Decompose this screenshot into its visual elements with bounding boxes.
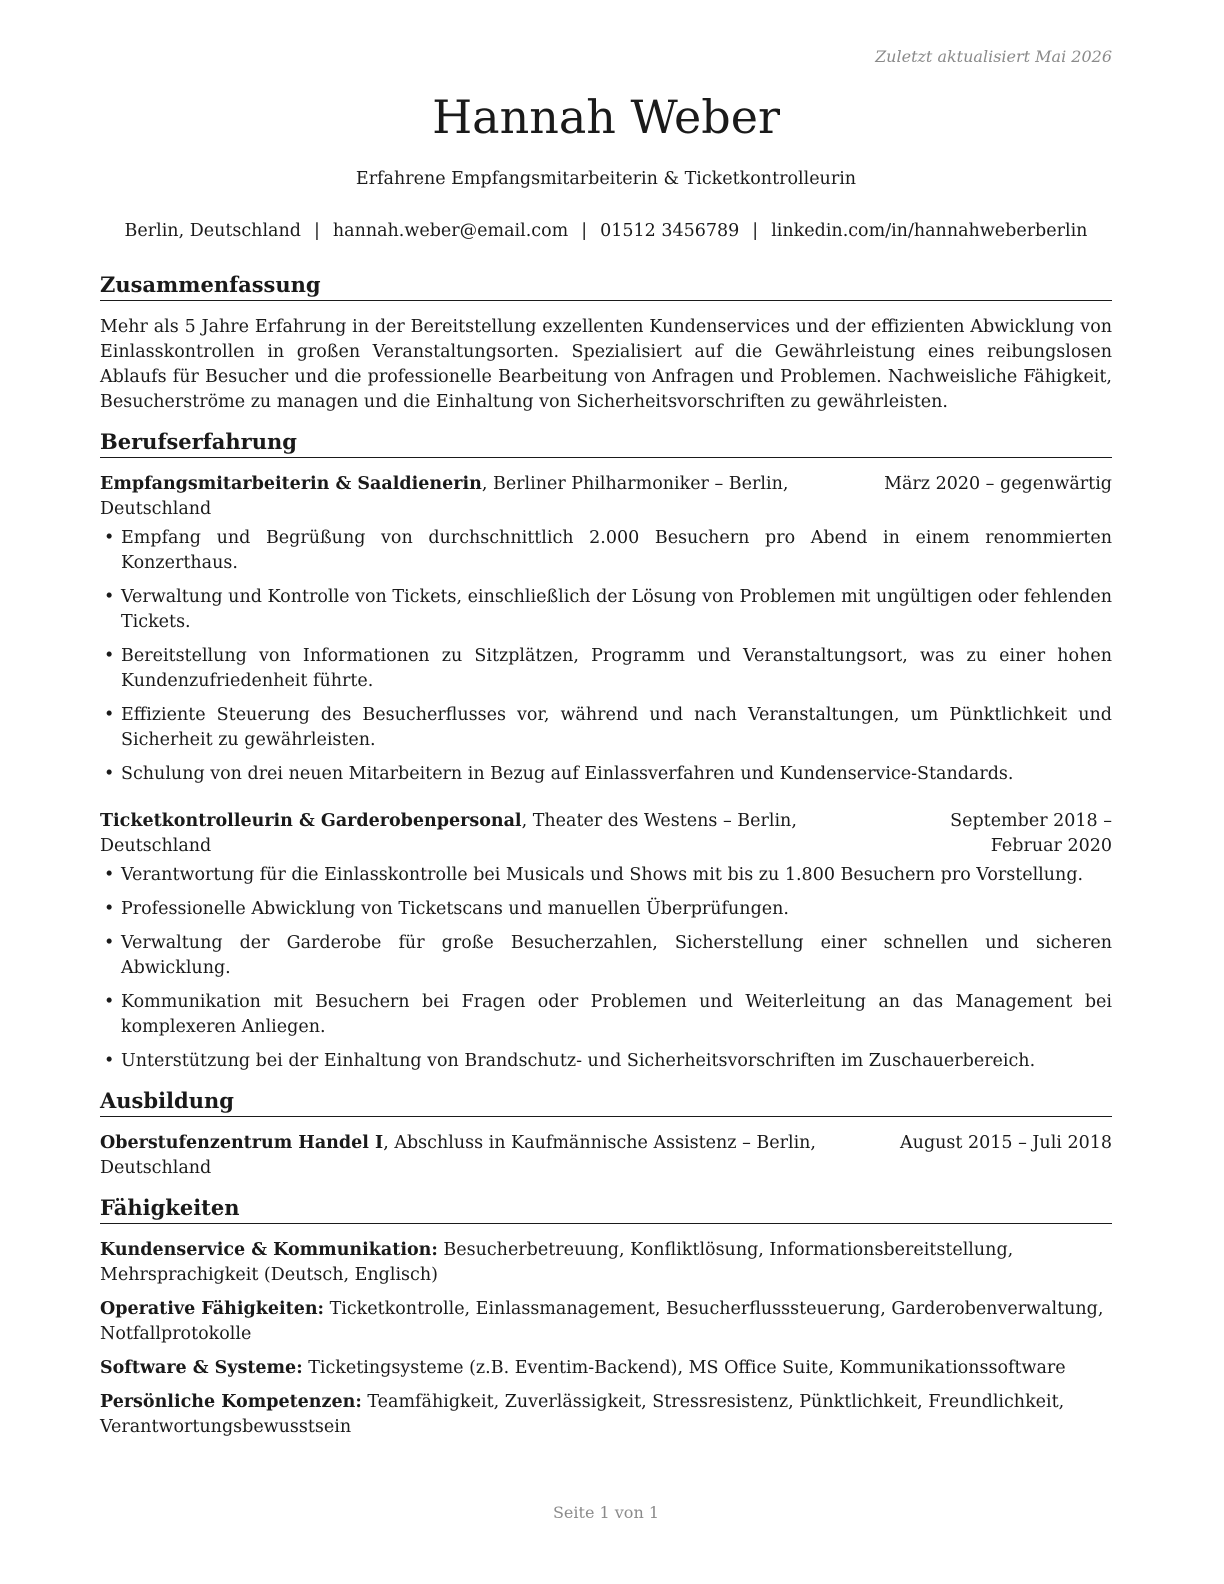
bullet-icon: • <box>104 528 115 548</box>
skill-text: Teamfähigkeit, Zuverlässigkeit, Stressresistenz, Pünktlichkeit, Freundlichkeit, Verantwortungsbewusstsein <box>100 1392 1065 1437</box>
candidate-name: Hannah Weber <box>432 90 780 144</box>
bullet-icon: • <box>104 1051 115 1071</box>
job-entry <box>100 809 1112 1074</box>
skill-row <box>100 1356 1112 1381</box>
list-item <box>100 897 1112 922</box>
list-item <box>100 863 1112 888</box>
job-role: Empfangsmitarbeiterin & Saaldienerin <box>100 474 482 494</box>
bullet-icon: • <box>104 992 115 1012</box>
page-number: Seite 1 von 1 <box>552 1503 660 1522</box>
education-entry <box>100 1131 1112 1181</box>
list-item <box>100 762 1112 787</box>
skill-text: Ticketkontrolle, Einlassmanagement, Besucherflusssteuerung, Garderobenverwaltung, Notfallprotokolle <box>100 1299 1104 1344</box>
list-item <box>100 931 1112 981</box>
list-item <box>100 1049 1112 1074</box>
skill-label: Operative Fähigkeiten: <box>100 1299 325 1319</box>
bullet-icon: • <box>104 899 115 919</box>
bullet-text: Bereitstellung von Informationen zu Sitzplätzen, Programm und Veranstaltungsort, was zu einer hohen Kundenzufriedenheit führte. <box>121 646 1112 691</box>
last-updated-note: Zuletzt aktualisiert Mai 2026 <box>875 47 1112 66</box>
bullet-text: Empfang und Begrüßung von durchschnittlich 2.000 Besuchern pro Abend in einem renommierten Konzerthaus. <box>121 528 1112 573</box>
bullet-icon: • <box>104 587 115 607</box>
contact-email-link[interactable]: hannah.weber@email.com <box>332 221 569 241</box>
list-item <box>100 703 1112 753</box>
contact-linkedin-link[interactable]: linkedin.com/in/hannahweberberlin <box>771 221 1088 241</box>
bullet-text: Verwaltung und Kontrolle von Tickets, einschließlich der Lösung von Problemen mit ungültigen oder fehlenden Tickets. <box>121 587 1112 632</box>
list-item <box>100 585 1112 635</box>
bullet-text: Schulung von drei neuen Mitarbeitern in Bezug auf Einlassverfahren und Kundenservice-Standards. <box>121 764 1014 784</box>
section-title-education: Ausbildung <box>100 1086 1112 1117</box>
education-section <box>100 1086 1112 1181</box>
job-employer: , Theater des Westens – Berlin, Deutschland <box>100 811 797 856</box>
contact-phone: 01512 3456789 <box>600 221 740 241</box>
bullet-icon: • <box>104 764 115 784</box>
skill-text: Ticketingsysteme (z.B. Eventim-Backend), MS Office Suite, Kommunikationssoftware <box>302 1358 1066 1378</box>
job-role: Ticketkontrolleurin & Garderobenpersonal <box>100 811 522 831</box>
list-item <box>100 526 1112 576</box>
contact-separator: | <box>752 221 759 241</box>
education-school: Oberstufenzentrum Handel I <box>100 1133 384 1153</box>
skill-text: Besucherbetreuung, Konfliktlösung, Informationsbereitstellung, Mehrsprachigkeit (Deutsch, Englisch) <box>100 1240 1014 1285</box>
skill-row <box>100 1390 1112 1440</box>
bullet-text: Effiziente Steuerung des Besucherflusses vor, während und nach Veranstaltungen, um Pünktlichkeit und Sicherheit zu gewährleisten. <box>121 705 1112 750</box>
bullet-icon: • <box>104 865 115 885</box>
job-dates: September 2018 – Februar 2020 <box>950 811 1112 856</box>
bullet-icon: • <box>104 933 115 953</box>
contact-location: Berlin, Deutschland <box>124 221 301 241</box>
contact-separator: | <box>581 221 588 241</box>
job-header <box>100 472 1112 522</box>
bullet-text: Professionelle Abwicklung von Ticketscans und manuellen Überprüfungen. <box>121 899 789 919</box>
section-title-experience: Berufserfahrung <box>100 427 1112 458</box>
skill-label: Persönliche Kompetenzen: <box>100 1392 362 1412</box>
bullet-icon: • <box>104 646 115 666</box>
job-bullet-list <box>100 526 1112 787</box>
bullet-text: Verantwortung für die Einlasskontrolle bei Musicals und Shows mit bis zu 1.800 Besuchern pro Vorstellung. <box>121 865 1084 885</box>
job-bullet-list <box>100 863 1112 1074</box>
list-item <box>100 990 1112 1040</box>
section-title-skills: Fähigkeiten <box>100 1193 1112 1224</box>
skill-row <box>100 1238 1112 1288</box>
bullet-icon: • <box>104 705 115 725</box>
job-dates: März 2020 – gegenwärtig <box>884 474 1112 494</box>
resume-body <box>100 270 1112 1452</box>
list-item <box>100 644 1112 694</box>
education-dates: August 2015 – Juli 2018 <box>900 1133 1112 1153</box>
contact-separator: | <box>313 221 320 241</box>
skills-section <box>100 1193 1112 1440</box>
job-header <box>100 809 1112 859</box>
bullet-text: Unterstützung bei der Einhaltung von Brandschutz- und Sicherheitsvorschriften im Zuschauerbereich. <box>121 1051 1036 1071</box>
bullet-text: Verwaltung der Garderobe für große Besucherzahlen, Sicherstellung einer schnellen und sicheren Abwicklung. <box>121 933 1112 978</box>
experience-section <box>100 427 1112 1074</box>
bullet-text: Kommunikation mit Besuchern bei Fragen oder Problemen und Weiterleitung an das Management bei komplexeren Anliegen. <box>121 992 1112 1037</box>
candidate-headline: Erfahrene Empfangsmitarbeiterin & Ticketkontrolleurin <box>355 169 857 189</box>
job-employer: , Berliner Philharmoniker – Berlin, Deutschland <box>100 474 789 519</box>
skill-label: Kundenservice & Kommunikation: <box>100 1240 438 1260</box>
skill-label: Software & Systeme: <box>100 1358 303 1378</box>
skill-row <box>100 1297 1112 1347</box>
summary-text: Mehr als 5 Jahre Erfahrung in der Bereitstellung exzellenten Kundenservices und der effizienten Abwicklung von Einlasskontrollen in großen Veranstaltungsorten. Spezialisiert auf die Gewährleistung eines reibungslosen Ablaufs für Besucher und die professionelle Bearbeitung von Anfragen und Problemen. Nachweisliche Fähigkeit, Besucherströme zu managen und die Einhaltung von Sicherheitsvorschriften zu gewährleisten. <box>100 317 1112 412</box>
section-title-summary: Zusammenfassung <box>100 270 1112 301</box>
education-detail: , Abschluss in Kaufmännische Assistenz – Berlin, Deutschland <box>100 1133 816 1178</box>
contact-line <box>100 219 1112 244</box>
job-entry <box>100 472 1112 787</box>
summary-section <box>100 270 1112 415</box>
